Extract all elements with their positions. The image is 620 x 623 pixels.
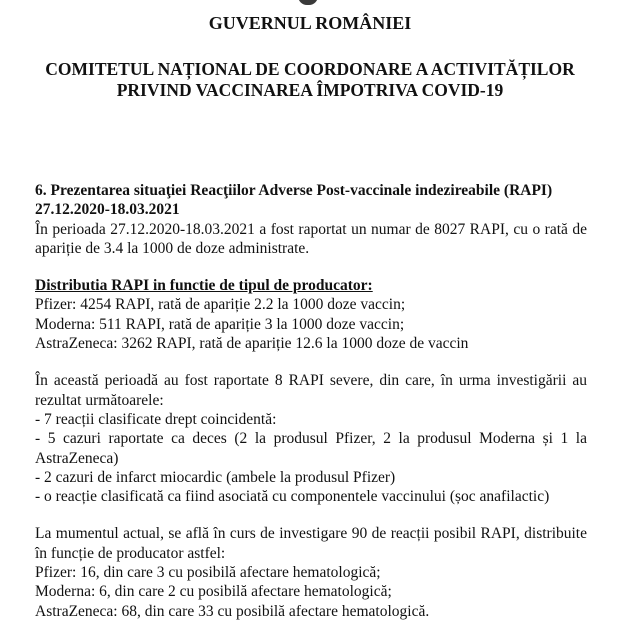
investigation-item-astrazeneca: AstraZeneca: 68, din care 33 cu posibilă afectare hematologică. — [35, 602, 430, 620]
investigation-item-moderna: Moderna: 6, din care 2 cu posibilă afectare hematologică; — [35, 583, 392, 601]
investigation-item-pfizer: Pfizer: 16, din care 3 cu posibilă afectare hematologică; — [35, 564, 381, 582]
committee-title-line2: PRIVIND VACCINAREA ÎMPOTRIVA COVID-19 — [116, 80, 504, 100]
severe-intro-line-2: rezultat următoarele: — [35, 391, 164, 409]
severe-item-deaths-line-1: - 5 cazuri raportate ca deces (2 la produsul Pfizer, 2 la produsul Moderna și 1 la — [35, 430, 587, 448]
distribution-heading: Distributia RAPI in functie de tipul de producator: — [35, 277, 373, 295]
severe-item-coincidental: - 7 reacții clasificate drept coincidentă: — [35, 410, 277, 428]
investigation-intro-line-1: La mumentul actual, se află în curs de investigare 90 de reacții posibil RAPI, distribuite — [35, 525, 587, 543]
section-title: 6. Prezentarea situaţiei Reacţiilor Adverse Post-vaccinale indezireabile (RAPI) — [35, 182, 553, 199]
severe-item-infarct: - 2 cazuri de infarct miocardic (ambele la produsul Pfizer) — [35, 468, 396, 486]
severe-item-deaths-line-2: AstraZeneca) — [35, 449, 119, 467]
distribution-item-astrazeneca: AstraZeneca: 3262 RAPI, rată de apariție 12.6 la 1000 doze de vaccin — [35, 335, 469, 353]
intro-line-2: apariție de 3.4 la 1000 de doze administrate. — [35, 239, 310, 257]
coat-of-arms-fragment — [298, 0, 318, 5]
intro-line-1: În perioada 27.12.2020-18.03.2021 a fost raportat un numar de 8027 RAPI, cu o rată de — [35, 220, 587, 238]
severe-intro-line-1: În această perioadă au fost raportate 8 RAPI severe, din care, în urma investigării au — [35, 372, 587, 390]
distribution-item-moderna: Moderna: 511 RAPI, rată de apariție 3 la 1000 doze vaccin; — [35, 315, 405, 333]
distribution-item-pfizer: Pfizer: 4254 RAPI, rată de apariție 2.2 la 1000 doze vaccin; — [35, 296, 406, 314]
document-body — [35, 181, 587, 621]
government-title: GUVERNUL ROMÂNIEI — [208, 13, 412, 33]
section-period: 27.12.2020-18.03.2021 — [35, 201, 180, 219]
committee-title-line1: COMITETUL NAȚIONAL DE COORDONARE A ACTIVITĂȚILOR — [45, 59, 575, 79]
investigation-intro-line-2: în funcție de producator astfel: — [35, 544, 226, 562]
severe-item-anaphylactic: - o reacție clasificată ca fiind asociată cu componentele vaccinului (șoc anafilactic) — [35, 488, 550, 506]
